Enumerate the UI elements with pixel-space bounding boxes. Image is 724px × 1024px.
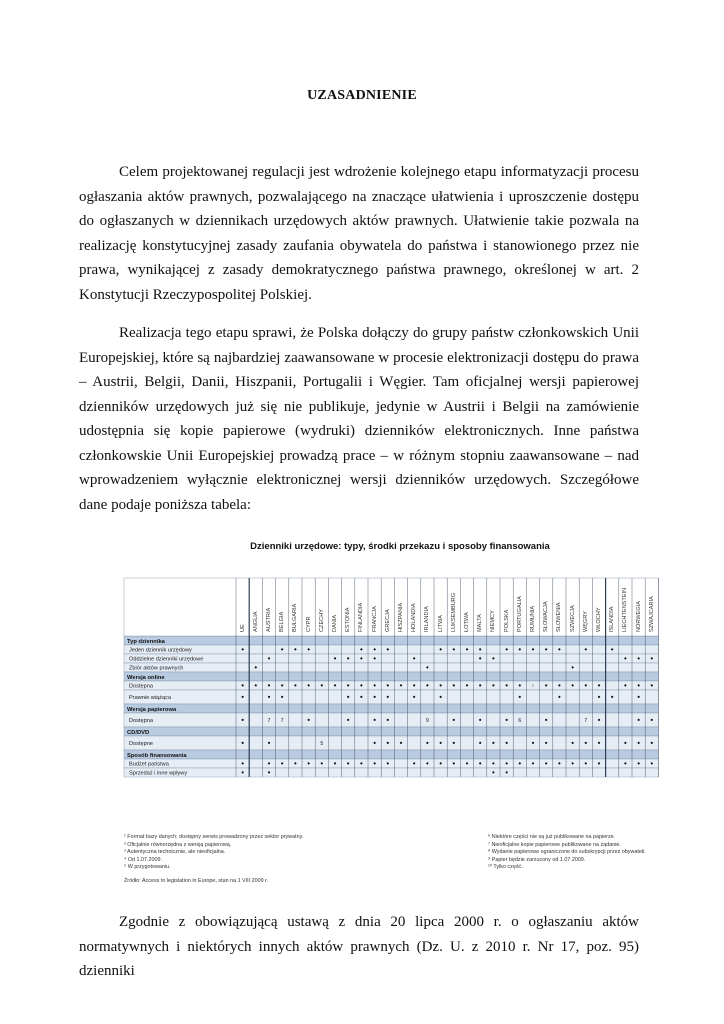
paragraph-3	[79, 910, 639, 984]
country-header: UE	[239, 624, 246, 632]
table-cell-mark: •	[597, 738, 601, 748]
table-cell-mark: •	[531, 645, 535, 655]
table-cell-mark: •	[637, 692, 641, 702]
table-cell-mark: •	[280, 681, 284, 691]
table-cell-mark: •	[597, 692, 601, 702]
table-cell-mark: •	[386, 759, 390, 769]
table-cell-mark: •	[465, 645, 469, 655]
table-cell-mark: •	[505, 645, 509, 655]
footnote: ⁹ Papier będzie zarzucony od 1.07.2009.	[488, 856, 586, 863]
table-cell-mark: •	[623, 654, 627, 664]
country-header: HISZPANIA	[398, 602, 404, 632]
table-cell-mark: •	[412, 692, 416, 702]
row-label: Jeden dziennik urzędowy	[129, 647, 192, 654]
table-cell-mark: •	[452, 715, 456, 725]
country-header: ŁOTWA	[464, 612, 470, 632]
table-cell-mark: •	[412, 654, 416, 664]
table-cell-mark: •	[359, 759, 363, 769]
row-label: Zbiór aktów prawnych	[129, 665, 184, 672]
table-cell-mark: •	[307, 645, 311, 655]
table-cell-mark: •	[637, 681, 641, 691]
table-cell-mark: •	[637, 654, 641, 664]
table-cell-mark: •	[623, 759, 627, 769]
table-cell-mark: •	[254, 681, 258, 691]
country-header: RUMUNIA	[530, 605, 536, 632]
table-cell-mark: •	[346, 715, 350, 725]
table-cell-mark: •	[637, 715, 641, 725]
table-cell-mark: 7	[584, 718, 588, 724]
table-cell-mark: •	[267, 692, 271, 702]
table-cell-mark: •	[623, 738, 627, 748]
table-cell-mark: •	[399, 681, 403, 691]
table-cell-mark: •	[439, 645, 443, 655]
table-row	[124, 681, 658, 690]
table-cell-mark: •	[452, 738, 456, 748]
footnotes-right	[488, 834, 646, 872]
table-cell-mark: •	[571, 759, 575, 769]
section-header-row	[124, 704, 658, 713]
table-cell-mark: •	[505, 768, 509, 778]
paragraph-2	[79, 321, 639, 517]
row-label: Dostępne	[129, 741, 153, 748]
table-cell-mark: •	[425, 663, 429, 673]
table-cell-mark: •	[465, 759, 469, 769]
row-label: Dostępna	[129, 683, 153, 690]
country-header: LITWA	[437, 615, 444, 632]
paragraph-1	[79, 160, 639, 307]
official-journals-table-figure	[116, 536, 684, 892]
table-cell-mark: •	[452, 759, 456, 769]
country-header: CYPR	[305, 616, 312, 632]
table-cell-mark: •	[571, 663, 575, 673]
table-cell-mark: •	[505, 715, 509, 725]
table-cell-mark: •	[623, 681, 627, 691]
table-cell-mark: •	[544, 738, 548, 748]
table-cell-mark: •	[333, 681, 337, 691]
table-cell-mark: •	[518, 759, 522, 769]
table-cell-mark: •	[346, 692, 350, 702]
table-cell-mark: •	[544, 645, 548, 655]
country-header: CZECHY	[318, 609, 325, 632]
table-cell-mark: •	[478, 645, 482, 655]
table-cell-mark: •	[307, 715, 311, 725]
table-cell-mark: •	[505, 738, 509, 748]
table-row	[124, 654, 658, 663]
table-cell-mark: •	[425, 738, 429, 748]
table-cell-mark: •	[557, 681, 561, 691]
table-cell-mark: •	[333, 654, 337, 664]
country-header: MALTA	[477, 614, 484, 632]
table-cell-mark: •	[637, 759, 641, 769]
table-cell-mark: •	[280, 645, 284, 655]
table-cell-mark: •	[557, 645, 561, 655]
table-cell-mark: •	[518, 681, 522, 691]
table-cell-mark: •	[491, 768, 495, 778]
table-cell-mark: •	[241, 738, 245, 748]
footnote: ⁸ Wydanie papierowe ograniczone do subskrypcji przez obywateli.	[488, 849, 646, 855]
table-cell-mark: •	[637, 738, 641, 748]
country-header: LIECHTENSTEIN	[622, 587, 629, 632]
table-cell-mark: •	[597, 759, 601, 769]
table-cell-mark: •	[571, 681, 575, 691]
footnote: ⁶ Niektóre części nie są już publikowane na papierze.	[488, 834, 616, 840]
table-row	[124, 768, 658, 777]
table-cell-mark: •	[373, 654, 377, 664]
table-cell-mark: •	[491, 654, 495, 664]
table-cell-mark: •	[307, 759, 311, 769]
table-cell-mark: •	[412, 681, 416, 691]
table-cell-mark: •	[584, 738, 588, 748]
country-header: NIEMCY	[490, 610, 497, 632]
row-label: Sprzedaż i inne wpływy	[129, 770, 188, 777]
table-cell-mark: •	[425, 681, 429, 691]
table-cell-mark: •	[478, 654, 482, 664]
row-label: Prawnie wiążąca	[129, 695, 171, 702]
table-cell-mark: •	[386, 738, 390, 748]
country-header: IRLANDIA	[424, 606, 431, 632]
country-header: BUŁGARIA	[292, 603, 299, 632]
table-cell-mark: •	[452, 645, 456, 655]
country-header: DANIA	[332, 614, 338, 632]
source-note: Źródło: Access to legislation in Europe, stan na 1 VIII 2009 r.	[124, 877, 269, 884]
section-header-row	[124, 672, 658, 681]
table-cell-mark: •	[584, 759, 588, 769]
section-header-row	[124, 727, 658, 736]
table-row	[124, 690, 658, 704]
table-cell-mark: •	[373, 645, 377, 655]
table-cell-mark: •	[293, 645, 297, 655]
table-cell-mark: •	[280, 759, 284, 769]
document-title: UZASADNIENIE	[307, 88, 417, 103]
paragraph-1-text: Celem projektowanej regulacji jest wdrożenie kolejnego etapu informatyzacji procesu ogłaszania aktów prawnych, pozwalającego na znaczące ułatwienia i uproszczenie dostępu do ogłaszanych w dziennikach urzędowych aktów prawnych. Ułatwienie takie pozwala na realizację konstytucyjnej zasady zaufania obywatela do państwa i stanowionego przez nie prawa, wynikającej z zasady demokratycznego państwa prawnego, określonej w art. 2 Konstytucji Rzeczypospolitej Polskiej.	[79, 164, 639, 303]
table-row	[124, 713, 658, 727]
paragraph-2-text: Realizacja tego etapu sprawi, że Polska dołączy do grupy państw członkowskich Unii Europejskiej, które są najbardziej zaawansowane w procesie elektronizacji dostępu do prawa – Austrii, Belgii, Danii, Hiszpanii, Portugalii i Węgier. Tam oficjalnej wersji papierowej dzienników urzędowych już się nie publikuje, jedynie w Austrii i Belgii na zamówienie udostępnia się kopie papierowe (wydruki) dzienników elektronicznych. Inne państwa członkowskie Unii Europejskiej prowadzą prace – w różnym stopniu zaawansowane – nad wprowadzeniem wyłącznie elektronicznej wersji dzienników urzędowych. Szczegółowe dane podaje poniższa tabela:	[79, 325, 639, 513]
table-cell-mark: •	[531, 738, 535, 748]
table-cell-mark: •	[373, 759, 377, 769]
table-cell-mark: •	[293, 759, 297, 769]
table-cell-mark: •	[373, 715, 377, 725]
table-cell-mark: •	[505, 681, 509, 691]
table-cell-mark: •	[491, 738, 495, 748]
footnotes-left	[124, 834, 303, 885]
table-cell-mark: •	[452, 681, 456, 691]
table-cell-mark: •	[359, 692, 363, 702]
table-cell-mark: •	[597, 715, 601, 725]
table-cell-mark: •	[439, 692, 443, 702]
country-header: SZWAJCARIA	[648, 596, 655, 632]
table-cell-mark: •	[241, 768, 245, 778]
country-header: SZWECJA	[569, 605, 576, 632]
table-cell-mark: 9	[426, 718, 429, 724]
section-label: CD/DVD	[127, 729, 150, 736]
country-header: WĘGRY	[582, 610, 589, 632]
footnote: ² Oficjalnie równorzędna z wersją papierową.	[124, 841, 232, 848]
table-cell-mark: •	[346, 681, 350, 691]
footnote: ³ Autentyczna technicznie, ale nieoficjalna.	[124, 849, 226, 855]
table-cell-mark: •	[544, 759, 548, 769]
header-area	[124, 578, 658, 636]
table-cell-mark: •	[386, 645, 390, 655]
country-header: PORTUGALIA	[516, 596, 523, 632]
table-cell-mark: •	[241, 692, 245, 702]
row-label: Dostępna	[129, 718, 153, 725]
table-cell-mark: •	[373, 692, 377, 702]
table-cell-mark: •	[491, 759, 495, 769]
table-cell-mark: •	[320, 759, 324, 769]
table-cell-mark: •	[267, 681, 271, 691]
country-header: WŁOCHY	[596, 607, 602, 632]
table-cell-mark: •	[373, 681, 377, 691]
table-cell-mark: •	[650, 681, 654, 691]
table-cell-mark: ¹	[532, 683, 534, 690]
footnote: ⁵ W przygotowaniu.	[124, 864, 171, 870]
section-label: Sposób finansowania	[127, 752, 187, 759]
table-cell-mark: •	[650, 759, 654, 769]
section-header-row	[124, 636, 658, 645]
footnote: ¹⁰ Tylko część.	[488, 864, 523, 870]
row-label: Budżet państwa	[129, 761, 169, 768]
table-cell-mark: •	[478, 759, 482, 769]
country-header: NORWEGIA	[635, 601, 642, 632]
table-row	[124, 663, 658, 672]
footnote: ⁴ Od 1.07.2009.	[124, 856, 162, 863]
table-cell-mark: •	[557, 692, 561, 702]
figure-title: Dzienniki urzędowe: typy, środki przekazu i sposoby finansowania	[250, 541, 550, 552]
table-cell-mark: •	[241, 645, 245, 655]
country-header: ANGLIA	[252, 611, 259, 632]
table-cell-mark: •	[267, 768, 271, 778]
table-cell-mark: 7	[267, 718, 271, 724]
footnote: ¹ Format bazy danych; dostępny serwis prowadzony przez sektor prywatny.	[124, 834, 304, 840]
table-cell-mark: •	[544, 715, 548, 725]
table-cell-mark: •	[320, 681, 324, 691]
country-header: SŁOWACJA	[543, 601, 550, 632]
table-cell-mark: •	[386, 715, 390, 725]
table-cell-mark: •	[267, 738, 271, 748]
table-cell-mark: •	[650, 738, 654, 748]
table-cell-mark: •	[518, 645, 522, 655]
table-cell-mark: 5	[320, 741, 324, 747]
table-cell-mark: •	[478, 681, 482, 691]
footnote: ⁷ Nieoficjalne kopie papierowe publikowane na żądanie.	[488, 841, 621, 848]
table-cell-mark: •	[465, 681, 469, 691]
section-label: Wersja papierowa	[127, 706, 177, 713]
country-header: SŁOWENIA	[556, 602, 563, 632]
table-cell-mark: •	[373, 738, 377, 748]
table-cell-mark: •	[439, 759, 443, 769]
table-cell-mark: •	[491, 681, 495, 691]
table-cell-mark: •	[584, 681, 588, 691]
country-header: POLSKA	[503, 609, 510, 632]
table-cell-mark: •	[280, 692, 284, 702]
table-cell-mark: •	[399, 738, 403, 748]
table-cell-mark: •	[241, 759, 245, 769]
country-header: ESTONIA	[345, 607, 352, 632]
table-cell-mark: •	[386, 681, 390, 691]
table-row	[124, 736, 658, 750]
table-cell-mark: •	[439, 738, 443, 748]
table-cell-mark: •	[293, 681, 297, 691]
table-cell-mark: •	[267, 654, 271, 664]
table-cell-mark: •	[597, 681, 601, 691]
country-header: AUSTRIA	[266, 607, 272, 632]
table-cell-mark: •	[505, 759, 509, 769]
paragraph-3-text: Zgodnie z obowiązującą ustawą z dnia 20 lipca 2000 r. o ogłaszaniu aktów normatywnych i niektórych innych aktów prawnych (Dz. U. z 2010 r. Nr 17, poz. 95) dzienniki	[79, 914, 639, 979]
table-cell-mark: •	[307, 681, 311, 691]
table-cell-mark: •	[531, 759, 535, 769]
section-label: Typ dziennika	[127, 638, 165, 645]
table-cell-mark: •	[267, 759, 271, 769]
table-cell-mark: •	[254, 663, 258, 673]
table-cell-mark: •	[610, 645, 614, 655]
section-label: Wersja online	[127, 674, 165, 681]
table-cell-mark: •	[571, 738, 575, 748]
country-header: FRANCJA	[371, 606, 378, 632]
table-cell-mark: •	[584, 645, 588, 655]
table-cell-mark: •	[650, 654, 654, 664]
country-header: BELGIA	[279, 611, 286, 632]
table-cell-mark: •	[425, 759, 429, 769]
table-cell-mark: •	[518, 692, 522, 702]
table-cell-mark: •	[439, 681, 443, 691]
section-header-row	[124, 750, 658, 759]
country-header: FINLANDIA	[358, 602, 365, 632]
table-row	[124, 645, 658, 654]
table-cell-mark: 7	[280, 718, 284, 724]
country-header: HOLANDIA	[411, 603, 418, 632]
table-row	[124, 759, 658, 768]
country-header: GRECJA	[384, 609, 391, 632]
country-header: ISLANDIA	[609, 606, 616, 632]
table-cell-mark: •	[412, 759, 416, 769]
table-cell-mark: •	[557, 759, 561, 769]
table-cell-mark: •	[386, 692, 390, 702]
table-cell-mark: •	[478, 738, 482, 748]
table-cell-mark: •	[359, 645, 363, 655]
table-cell-mark: •	[478, 715, 482, 725]
country-header: LUKSEMBURG	[450, 592, 457, 632]
table-cell-mark: •	[359, 654, 363, 664]
table-cell-mark: •	[333, 759, 337, 769]
table-cell-mark: •	[346, 759, 350, 769]
table-cell-mark: •	[241, 681, 245, 691]
row-label: Oddzielne dzienniki urzędowe	[129, 656, 204, 663]
table-cell-mark: •	[241, 715, 245, 725]
table-cell-mark: •	[650, 715, 654, 725]
table-cell-mark: •	[610, 692, 614, 702]
table-cell-mark: •	[359, 681, 363, 691]
table-cell-mark: 6	[518, 718, 522, 724]
table-cell-mark: •	[544, 681, 548, 691]
table-cell-mark: •	[346, 654, 350, 664]
